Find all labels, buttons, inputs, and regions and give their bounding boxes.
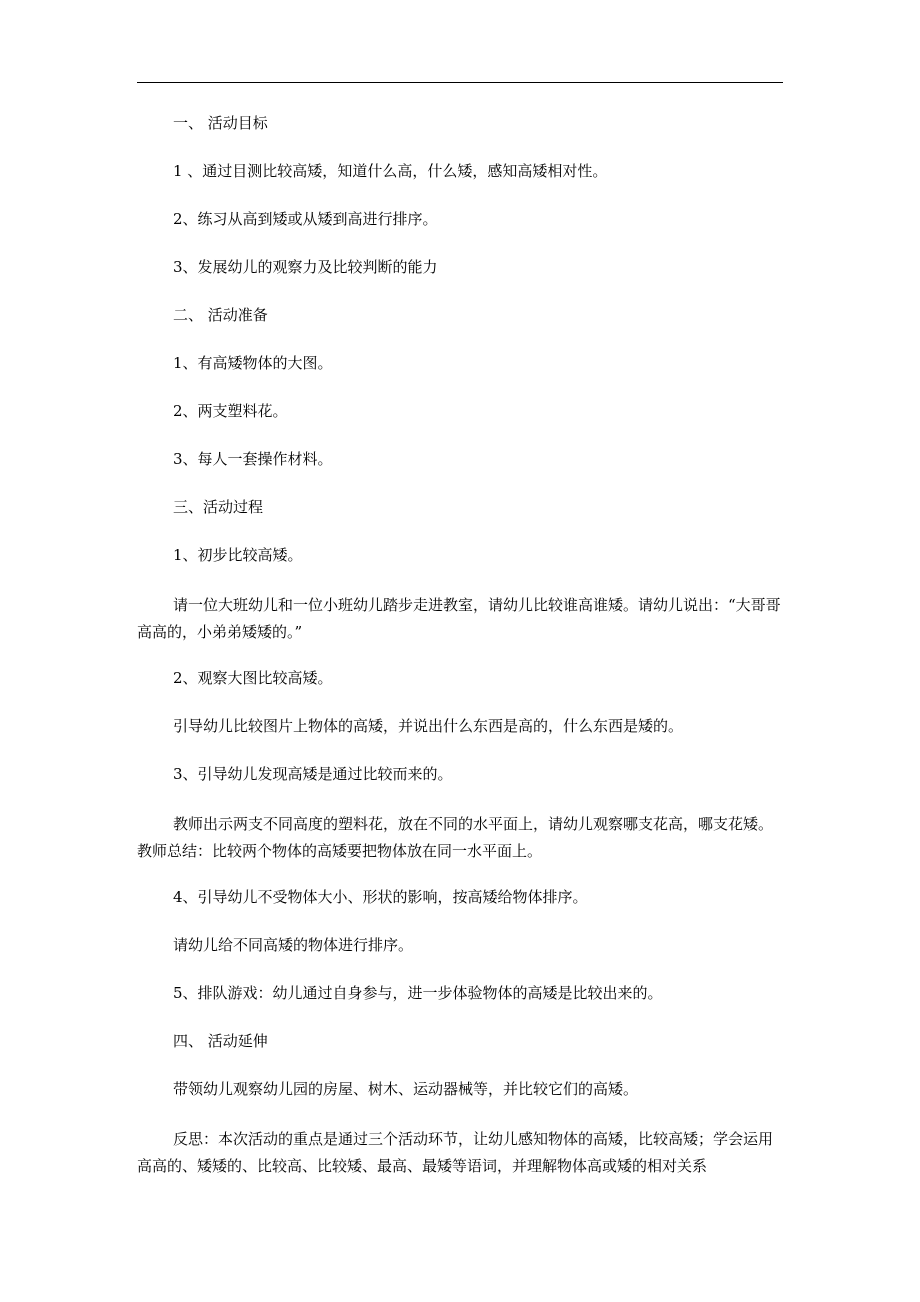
header-rule (137, 82, 783, 83)
section-heading-process: 三、活动过程 (173, 498, 264, 516)
process-step-2: 2、观察大图比较高矮。 (173, 669, 333, 687)
process-step-1-detail: 请一位大班幼儿和一位小班幼儿踏步走进教室，请幼儿比较谁高谁矮。请幼儿说出：“大哥哥高高的，小弟弟矮矮的。” (137, 596, 781, 641)
process-step-1: 1、初步比较高矮。 (173, 546, 303, 564)
process-step-3-detail: 教师出示两支不同高度的塑料花，放在不同的水平面上，请幼儿观察哪支花高，哪支花矮。教师总结：比较两个物体的高矮要把物体放在同一水平面上。 (137, 815, 774, 860)
preparation-item-1: 1、有高矮物体的大图。 (173, 354, 333, 372)
preparation-item-2: 2、两支塑料花。 (173, 402, 288, 420)
objective-item-1: 1 、通过目测比较高矮，知道什么高，什么矮，感知高矮相对性。 (173, 162, 608, 180)
process-step-5: 5、排队游戏：幼儿通过自身参与，进一步体验物体的高矮是比较出来的。 (173, 984, 663, 1002)
document-body (137, 112, 783, 1201)
reflection-paragraph: 反思：本次活动的重点是通过三个活动环节，让幼儿感知物体的高矮，比较高矮；学会运用高高的、矮矮的、比较高、比较矮、最高、最矮等语词，并理解物体高或矮的相对关系 (137, 1130, 774, 1175)
section-heading-preparation: 二、 活动准备 (173, 306, 268, 324)
process-step-3: 3、引导幼儿发现高矮是通过比较而来的。 (173, 765, 453, 783)
extension-item: 带领幼儿观察幼儿园的房屋、树木、运动器械等，并比较它们的高矮。 (173, 1080, 639, 1098)
process-step-4-detail: 请幼儿给不同高矮的物体进行排序。 (173, 936, 414, 954)
process-step-2-detail: 引导幼儿比较图片上物体的高矮，并说出什么东西是高的，什么东西是矮的。 (173, 717, 684, 735)
section-heading-extension: 四、 活动延伸 (173, 1032, 268, 1050)
section-heading-objectives: 一、 活动目标 (173, 114, 268, 132)
objective-item-3: 3、发展幼儿的观察力及比较判断的能力 (173, 258, 438, 276)
objective-item-2: 2、练习从高到矮或从矮到高进行排序。 (173, 210, 438, 228)
process-step-4: 4、引导幼儿不受物体大小、形状的影响，按高矮给物体排序。 (173, 888, 588, 906)
preparation-item-3: 3、每人一套操作材料。 (173, 450, 333, 468)
